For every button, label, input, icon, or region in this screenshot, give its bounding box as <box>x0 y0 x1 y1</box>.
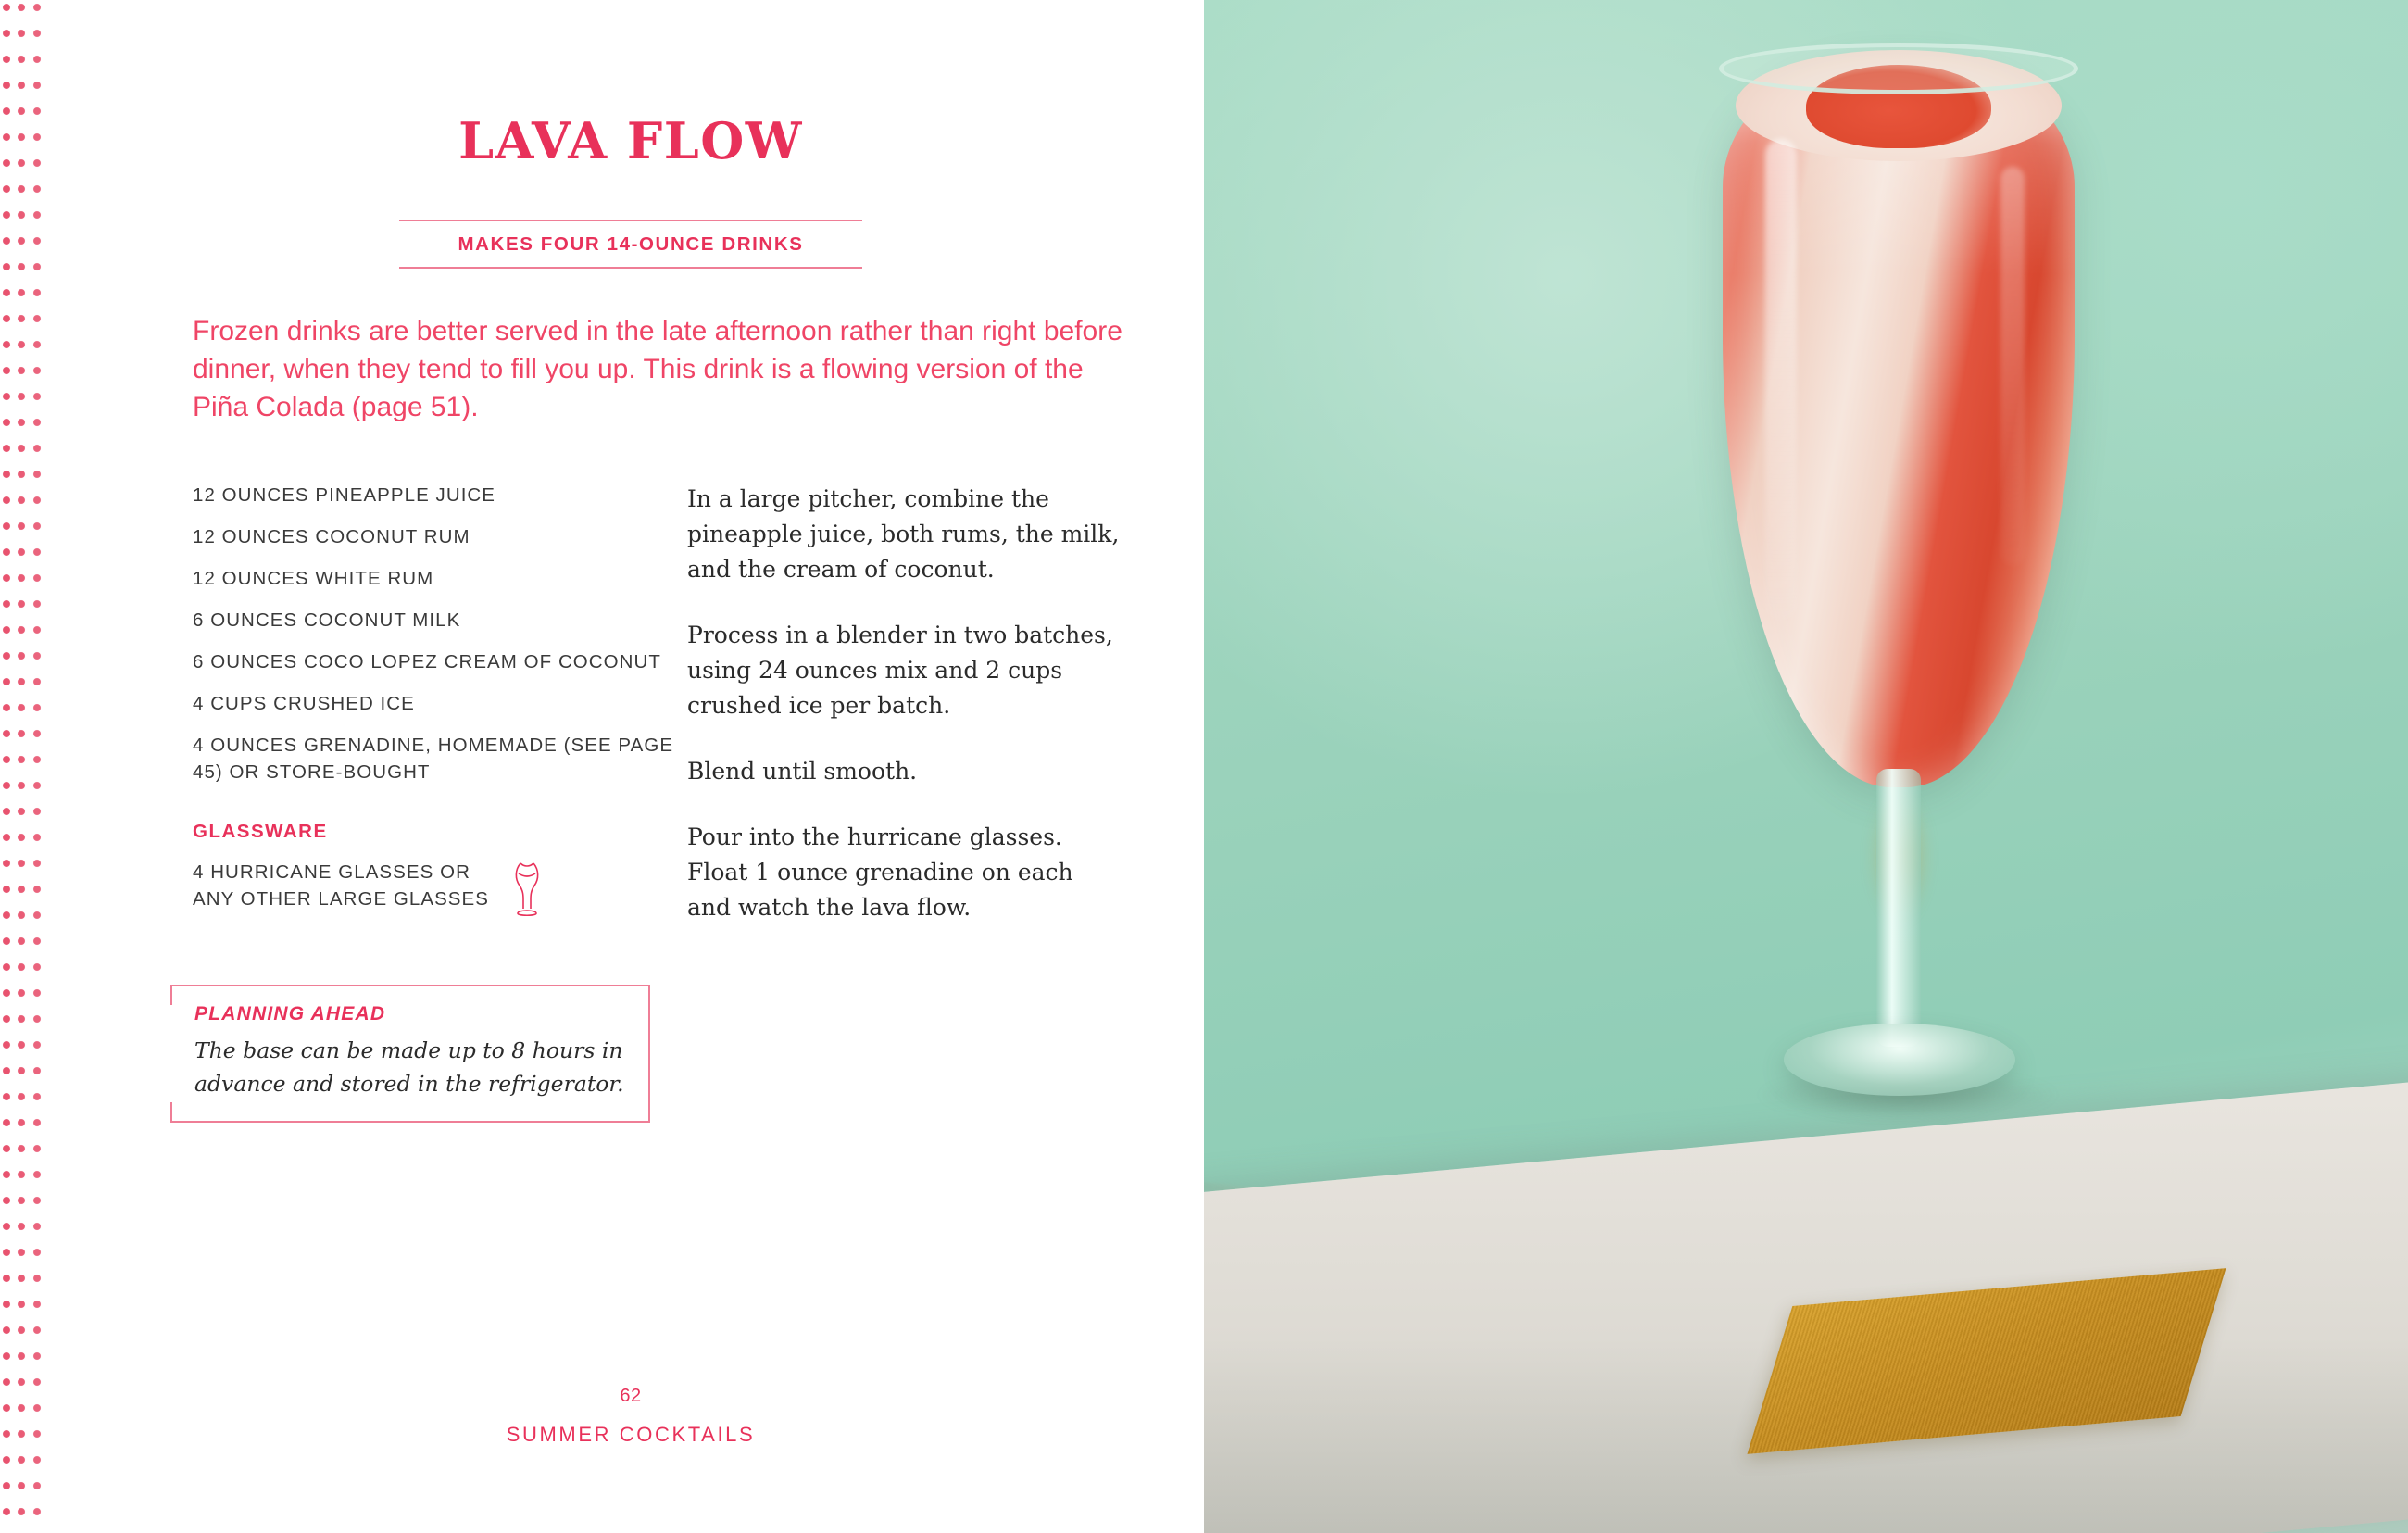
instructions-column <box>687 482 1122 956</box>
glassware-heading: GLASSWARE <box>193 821 328 842</box>
list-item: 12 OUNCES WHITE RUM <box>193 568 434 589</box>
page-number: 62 <box>620 1386 642 1406</box>
list-item: 4 CUPS CRUSHED ICE <box>193 693 415 714</box>
glass-highlight-right <box>2000 167 2025 565</box>
instruction-step: Blend until smooth. <box>687 758 918 785</box>
instruction-step: Pour into the hurricane glasses. Float 1 ounce grenadine on each and watch the lava flow. <box>687 823 1073 921</box>
recipe-title: LAVA FLOW <box>458 111 803 170</box>
list-item: 6 OUNCES COCO LOPEZ CREAM OF COCONUT <box>193 651 661 672</box>
yield-block <box>399 220 862 269</box>
list-item: 12 OUNCES COCONUT RUM <box>193 526 470 547</box>
dotted-border-decoration <box>0 0 57 1533</box>
hurricane-glass-photo <box>1695 56 2102 1445</box>
glassware-row <box>193 859 674 923</box>
running-head: SUMMER COCKTAILS <box>506 1423 756 1446</box>
cocktail-photograph <box>1204 0 2408 1533</box>
divider-bottom <box>399 267 862 269</box>
glassware-text: 4 HURRICANE GLASSES OR ANY OTHER LARGE GLASSES <box>193 861 489 910</box>
glass-highlight-left <box>1765 139 1797 621</box>
recipe-intro: Frozen drinks are better served in the late afternoon rather than right before dinner, when they tend to fill you up. This drink is a flowing version of the Piña Colada (page 51). <box>193 316 1122 422</box>
recipe-yield: MAKES FOUR 14-OUNCE DRINKS <box>458 233 804 255</box>
glass-rim <box>1719 43 2078 94</box>
instruction-step: Process in a blender in two batches, using 24 ounces mix and 2 cups crushed ice per batch. <box>687 622 1113 719</box>
dot-column <box>15 0 28 1533</box>
dot-column <box>0 0 13 1533</box>
hurricane-glass-icon <box>511 861 543 923</box>
ingredients-list <box>193 482 674 785</box>
list-item: 12 OUNCES PINEAPPLE JUICE <box>193 484 496 506</box>
glass-stem <box>1876 769 1921 1047</box>
glass-foot <box>1784 1024 2015 1096</box>
instruction-step: In a large pitcher, combine the pineapple juice, both rums, the milk, and the cream of coconut. <box>687 485 1120 583</box>
planning-ahead-callout <box>172 985 650 1123</box>
list-item: 4 OUNCES GRENADINE, HOMEMADE (SEE PAGE 45) OR STORE-BOUGHT <box>193 735 674 783</box>
ingredients-column <box>193 482 674 923</box>
list-item: 6 OUNCES COCONUT MILK <box>193 609 461 631</box>
planning-ahead-heading: PLANNING AHEAD <box>194 1003 386 1024</box>
dot-column <box>31 0 44 1533</box>
planning-ahead-body: The base can be made up to 8 hours in advance and stored in the refrigerator. <box>194 1037 624 1097</box>
recipe-page <box>57 0 1204 1533</box>
